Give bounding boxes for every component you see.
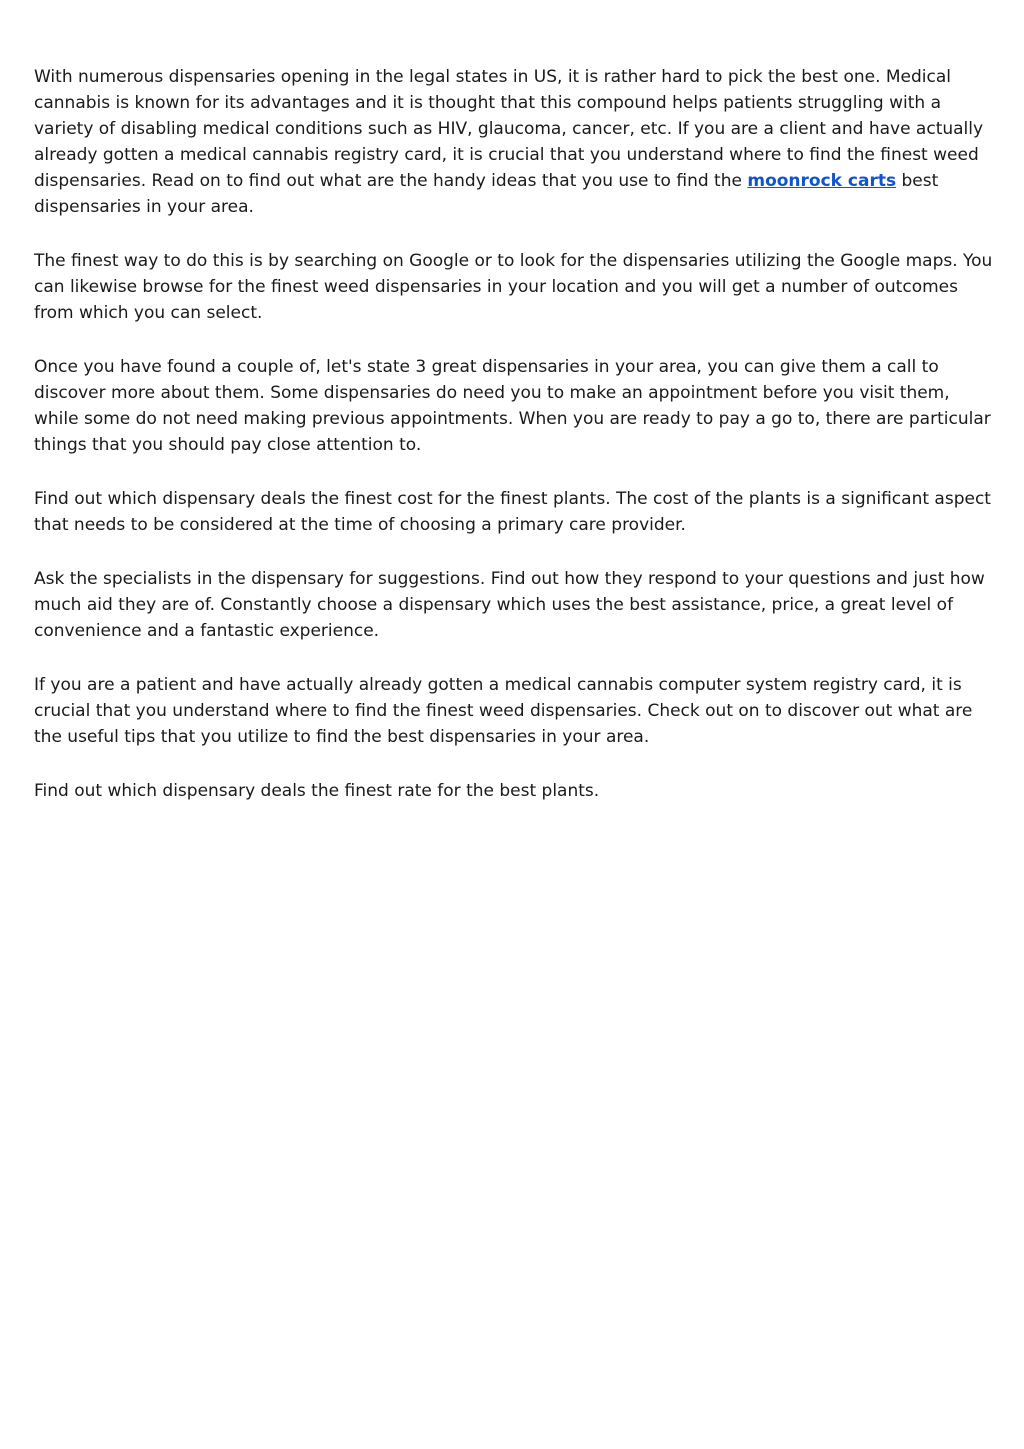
- paragraph-registry: If you are a patient and have actually already gotten a medical cannabis computer system registry card, it is crucial that you understand where to find the finest weed dispensaries. Check out on to discover out what are the useful tips that you utilize to find the best dispensaries in your area.: [34, 675, 973, 747]
- paragraph-contact: Once you have found a couple of, let's state 3 great dispensaries in your area, you can give them a call to discover more about them. Some dispensaries do need you to make an appointment before you visit them, while some do not need making previous appointments. When you are ready to pay a go to, there are particular things that you should pay close attention to.: [34, 357, 991, 455]
- paragraph-intro-text-after: best dispensaries in your area.: [34, 171, 939, 217]
- moonrock-carts-link[interactable]: moonrock carts: [747, 171, 897, 191]
- paragraph-rate: Find out which dispensary deals the finest rate for the best plants.: [34, 781, 600, 801]
- paragraph-intro-text-before: With numerous dispensaries opening in the legal states in US, it is rather hard to pick the best one. Medical cannabis is known for its advantages and it is thought that this compound helps patients struggling with a variety of disabling medical conditions such as HIV, glaucoma, cancer, etc. If you are a client and have actually already gotten a medical cannabis registry card, it is crucial that you understand where to find the finest weed dispensaries. Read on to find out what are the handy ideas that you use to find the: [34, 67, 984, 191]
- document-body: [34, 64, 994, 832]
- paragraph-search: The finest way to do this is by searching on Google or to look for the dispensaries utilizing the Google maps. You can likewise browse for the finest weed dispensaries in your location and you will get a number of outcomes from which you can select.: [34, 251, 993, 323]
- paragraph-intro: [34, 64, 994, 220]
- paragraph-cost: Find out which dispensary deals the finest cost for the finest plants. The cost of the plants is a significant aspect that needs to be considered at the time of choosing a primary care provider.: [34, 489, 991, 535]
- paragraph-specialists: Ask the specialists in the dispensary for suggestions. Find out how they respond to your questions and just how much aid they are of. Constantly choose a dispensary which uses the best assistance, price, a great level of convenience and a fantastic experience.: [34, 569, 985, 641]
